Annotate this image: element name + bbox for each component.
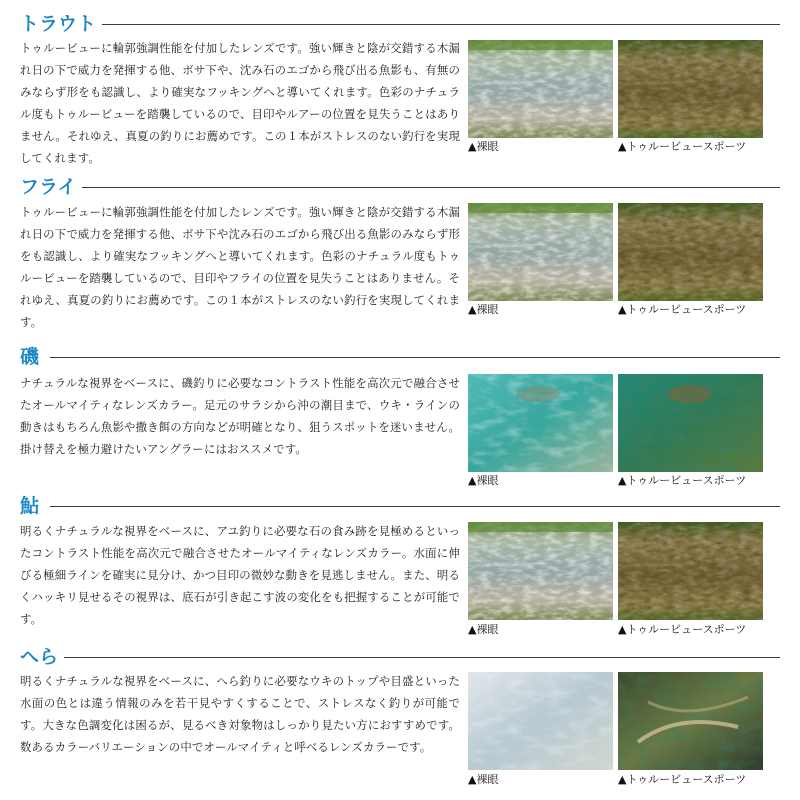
photo-trueview-sports — [618, 203, 763, 301]
photo-trueview-sports — [618, 672, 763, 770]
section-description: 明るくナチュラルな視界をベースに、アユ釣りに必要な石の食み跡を見極めるといったコントラスト性能を高次元で融合させたオールマイティなレンズカラー。水面に伸びる極細ラインを確実に見分け、かつ目印の微妙な動きを見逃しません。また、明るくハッキリ見せるその視界は、底石が引き起こす波の変化をも把握することが可能です。 — [20, 524, 460, 626]
photo-naked-eye — [468, 203, 613, 301]
section-description: 明るくナチュラルな視界をベースに、へら釣りに必要なウキのトップや目盛といった水面の色とは違う情報のみを若干見やすくすることで、ストレスなく釣りが可能です。大きな色調変化は困るが、見るべき対象物はしっかり見たい方におすすめです。数あるカラーバリエーションの中でオールマイティと呼べるレンズカラーです。 — [20, 674, 460, 754]
caption-trueview-sports: ▲トゥルービュースポーツ — [618, 623, 747, 636]
section-heading — [20, 344, 780, 370]
caption-naked-eye: ▲裸眼 — [468, 140, 499, 153]
section-title: へら — [20, 646, 59, 668]
heading-rule — [50, 357, 780, 358]
section-heading — [20, 174, 780, 200]
photo-naked-eye — [468, 522, 613, 620]
photo-trueview-sports — [618, 374, 763, 472]
section-title: 鮎 — [20, 495, 40, 517]
heading-rule — [50, 506, 780, 507]
caption-naked-eye: ▲裸眼 — [468, 474, 499, 487]
section-heading — [20, 11, 780, 37]
section-hera — [0, 644, 800, 794]
heading-rule — [82, 187, 780, 188]
caption-naked-eye: ▲裸眼 — [468, 303, 499, 316]
section-ayu — [0, 493, 800, 643]
caption-trueview-sports: ▲トゥルービュースポーツ — [618, 474, 747, 487]
caption-trueview-sports: ▲トゥルービュースポーツ — [618, 140, 747, 153]
photo-trueview-sports — [618, 40, 763, 138]
section-heading — [20, 493, 780, 519]
section-description: トゥルービューに輪郭強調性能を付加したレンズです。強い輝きと陰が交錯する木漏れ日の下で威力を発揮する他、ボサ下や沈み石のエゴから飛び出る魚影のみならず形をも認識し、より確実なフッキングへと導いてくれます。色彩のナチュラル度もトゥルービューを踏襲しているので、目印やフライの位置を見失うことはありません。それゆえ、真夏の釣りにお薦めです。この１本がストレスのない釣行を実現してくれます。 — [20, 205, 460, 329]
photo-trueview-sports — [618, 522, 763, 620]
caption-trueview-sports: ▲トゥルービュースポーツ — [618, 773, 747, 786]
photo-naked-eye — [468, 672, 613, 770]
photo-naked-eye — [468, 374, 613, 472]
section-title: トラウト — [20, 13, 97, 35]
section-description: トゥルービューに輪郭強調性能を付加したレンズです。強い輝きと陰が交錯する木漏れ日の下で威力を発揮する他、ボサ下や、沈み石のエゴから飛び出る魚影も、有無のみならず形をも認識し、より確実なフッキングへと導いてくれます。色彩のナチュラル度もトゥルービューを踏襲しているので、目印やルアーの位置を見失うことはありません。それゆえ、真夏の釣りにお薦めです。この１本がストレスのない釣行を実現してくれます。 — [20, 41, 460, 165]
heading-rule — [64, 657, 780, 658]
section-trout — [0, 11, 800, 171]
section-title: フライ — [20, 176, 77, 198]
section-heading — [20, 644, 780, 670]
heading-rule — [102, 24, 780, 25]
photo-naked-eye — [468, 40, 613, 138]
section-iso — [0, 344, 800, 494]
caption-naked-eye: ▲裸眼 — [468, 623, 499, 636]
caption-trueview-sports: ▲トゥルービュースポーツ — [618, 303, 747, 316]
section-fly — [0, 174, 800, 334]
section-title: 磯 — [20, 346, 40, 368]
caption-naked-eye: ▲裸眼 — [468, 773, 499, 786]
section-description: ナチュラルな視界をベースに、磯釣りに必要なコントラスト性能を高次元で融合させたオールマイティなレンズカラー。足元のサラシから沖の潮目まで、ウキ・ラインの動きはもちろん魚影や撒き餌の方向などが明確となり、狙うスポットを迷いません。掛け替えを極力避けたいアングラーにはおススメです。 — [20, 376, 460, 456]
